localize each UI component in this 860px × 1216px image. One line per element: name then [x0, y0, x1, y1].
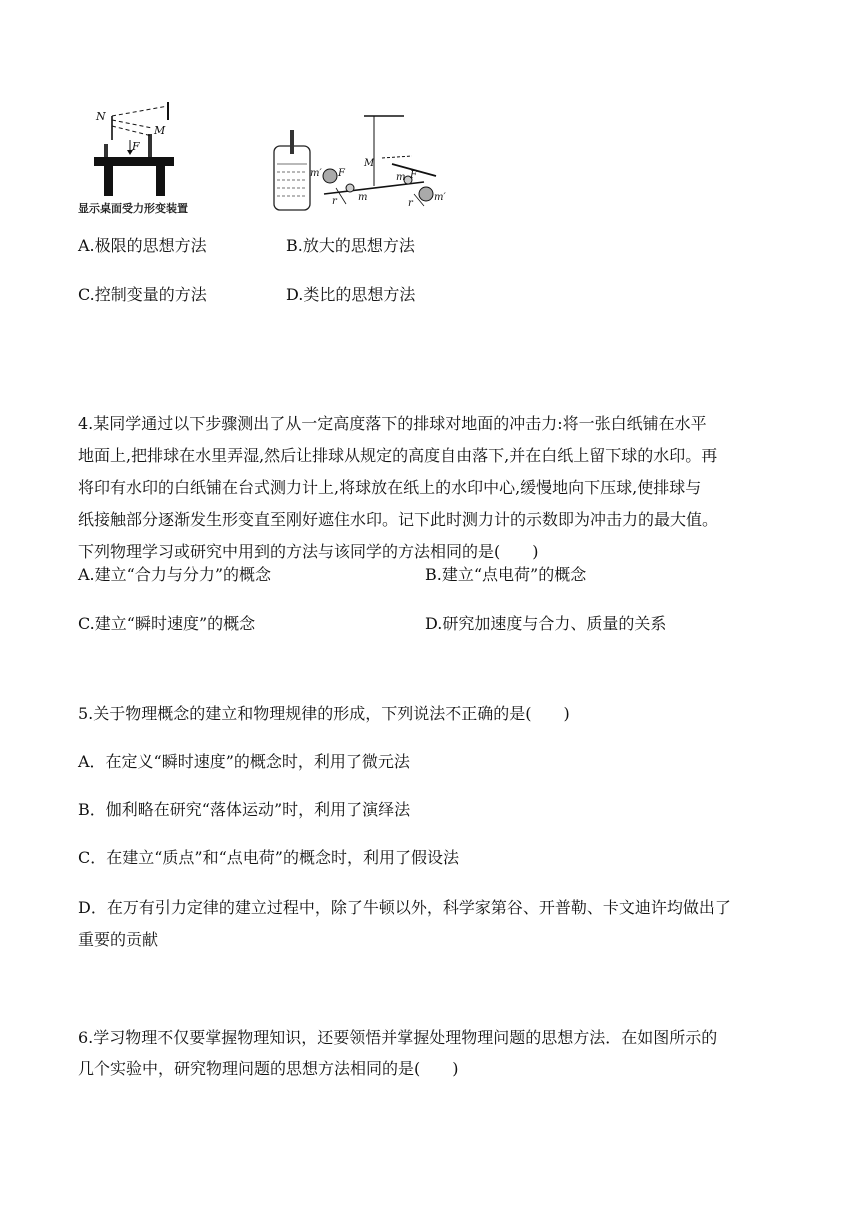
label-r-right: r [408, 198, 413, 209]
q3-option-a: A.极限的思想方法 [78, 236, 207, 255]
q6-stem-line1: 6.学习物理不仅要掌握物理知识，还要领悟并掌握处理物理问题的思想方法．在如图所示的 [78, 1028, 718, 1047]
q6-stem-line2: 几个实验中，研究物理问题的思想方法相同的是( ) [78, 1059, 459, 1078]
label-f-left: F [132, 140, 140, 153]
label-n: N [96, 110, 106, 123]
q4-option-b: B.建立“点电荷”的概念 [425, 565, 587, 584]
label-m-prime-right: m′ [434, 192, 446, 203]
label-m-right: m [396, 172, 406, 183]
torsion-balance-figure [274, 116, 436, 210]
q4-stem-line: 下列物理学习或研究中用到的方法与该同学的方法相同的是( ) [78, 542, 539, 561]
q4-stem-line: 地面上,把排球在水里弄湿,然后让排球从规定的高度自由落下,并在白纸上留下球的水印。再 [78, 446, 718, 465]
q4-option-c: C.建立“瞬时速度”的概念 [78, 614, 256, 633]
label-r-left: r [332, 196, 337, 207]
label-m-upper: M [154, 124, 166, 137]
q5-option-b: B．伽利略在研究“落体运动”时，利用了演绎法 [78, 800, 411, 819]
q3-option-d: D.类比的思想方法 [286, 285, 416, 304]
q4-stem-line: 纸接触部分逐渐发生形变直至刚好遮住水印。记下此时测力计的示数即为冲击力的最大值。 [78, 510, 719, 529]
q4-stem-line: 将印有水印的白纸铺在台式测力计上,将球放在纸上的水印中心,缓慢地向下压球,使排球与 [78, 478, 702, 497]
figure-caption: 显示桌面受力形变装置 [78, 202, 188, 215]
label-f-mid: F [338, 168, 345, 179]
q3-option-c: C.控制变量的方法 [78, 285, 207, 304]
q5-option-a: A．在定义“瞬时速度”的概念时，利用了微元法 [78, 752, 410, 771]
q4-option-a: A.建立“合力与分力”的概念 [78, 565, 272, 584]
q5-option-d-line1: D．在万有引力定律的建立过程中，除了牛顿以外，科学家第谷、开普勒、卡文迪许均做出了 [78, 898, 731, 917]
experiment-figures [74, 100, 474, 218]
label-m-center: M [364, 158, 375, 169]
q5-option-c: C．在建立“质点”和“点电荷”的概念时，利用了假设法 [78, 848, 459, 867]
q5-stem: 5.关于物理概念的建立和物理规律的形成，下列说法不正确的是( ) [78, 704, 570, 723]
q4-stem-line: 4.某同学通过以下步骤测出了从一定高度落下的排球对地面的冲击力:将一张白纸铺在水平 [78, 414, 707, 433]
q4-option-d: D.研究加速度与合力、质量的关系 [425, 614, 667, 633]
q3-option-b: B.放大的思想方法 [286, 236, 415, 255]
q5-option-d-line2: 重要的贡献 [78, 930, 159, 949]
label-f-right: F [410, 170, 417, 181]
label-m-prime-left: m′ [310, 168, 322, 179]
label-m-left: m [358, 192, 368, 203]
